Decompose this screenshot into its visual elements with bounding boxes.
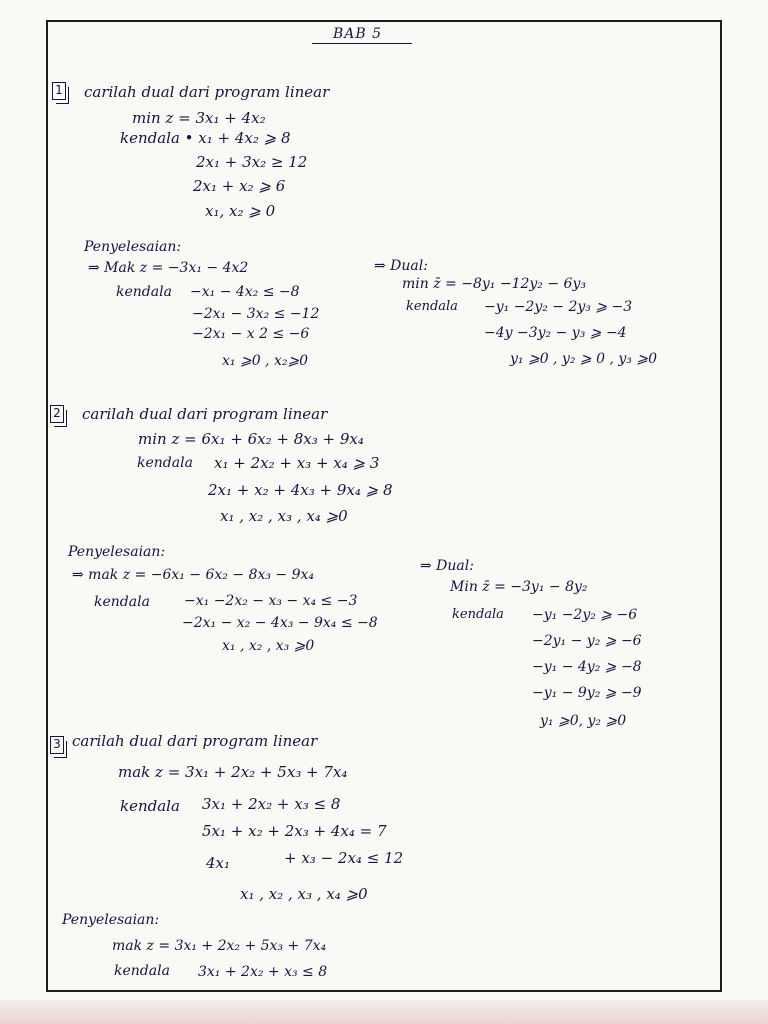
p3-constraint-2: 5x₁ + x₂ + 2x₃ + 4x₄ = 7 — [202, 822, 387, 840]
p2-dual-constraint-1: −y₁ −2y₂ ⩾ −6 — [532, 607, 638, 623]
problem-1-heading: carilah dual dari program linear — [84, 83, 330, 101]
page-bottom-edge — [0, 1000, 768, 1024]
p3-constraint-1: 3x₁ + 2x₂ + x₃ ≤ 8 — [202, 795, 341, 813]
p3-constraint-3-left: 4x₁ — [206, 854, 231, 872]
p1-constraint-2: 2x₁ + 3x₂ ≥ 12 — [196, 153, 308, 171]
p2-max-constraint-1: −x₁ −2x₂ − x₃ − x₄ ≤ −3 — [184, 593, 358, 609]
p2-dual-nonneg: y₁ ⩾0, y₂ ⩾0 — [540, 713, 627, 729]
p1-dual-kendala-label: kendala — [406, 299, 458, 314]
p1-solution-label: Penyelesaian: — [84, 239, 182, 255]
p1-dual-label: ⇒ Dual: — [374, 258, 428, 274]
p1-nonneg: x₁, x₂ ⩾ 0 — [205, 202, 276, 220]
p1-max-constraint-1: −x₁ − 4x₂ ≤ −8 — [190, 284, 300, 300]
p2-kendala-label: kendala — [137, 455, 193, 471]
p2-max-objective: ⇒ mak z = −6x₁ − 6x₂ − 8x₃ − 9x₄ — [72, 567, 315, 583]
p2-max-constraint-2: −2x₁ − x₂ − 4x₃ − 9x₄ ≤ −8 — [182, 615, 378, 631]
p2-dual-kendala-label: kendala — [452, 607, 504, 622]
p1-max-nonneg: x₁ ⩾0 , x₂⩾0 — [222, 353, 309, 369]
p1-dual-constraint-1: −y₁ −2y₂ − 2y₃ ⩾ −3 — [484, 299, 633, 315]
p2-dual-label: ⇒ Dual: — [420, 558, 474, 574]
p1-constraint-1: kendala • x₁ + 4x₂ ⩾ 8 — [120, 129, 291, 147]
p3-objective: mak z = 3x₁ + 2x₂ + 5x₃ + 7x₄ — [118, 763, 348, 781]
p2-constraint-2: 2x₁ + x₂ + 4x₃ + 9x₄ ⩾ 8 — [208, 481, 393, 499]
p3-solution-label: Penyelesaian: — [62, 912, 160, 928]
problem-3-heading: carilah dual dari program linear — [72, 732, 318, 750]
problem-1-number: 1 — [52, 82, 66, 100]
problem-2-heading: carilah dual dari program linear — [82, 405, 328, 423]
title-underline — [312, 43, 412, 44]
p2-dual-constraint-2: −2y₁ − y₂ ⩾ −6 — [532, 633, 642, 649]
p1-dual-nonneg: y₁ ⩾0 , y₂ ⩾ 0 , y₃ ⩾0 — [510, 351, 657, 367]
p1-kendala-label: kendala — [116, 284, 172, 300]
p1-max-constraint-3: −2x₁ − x 2 ≤ −6 — [192, 326, 310, 342]
p1-max-objective: ⇒ Mak z = −3x₁ − 4x2 — [88, 260, 249, 276]
p2-dual-objective: Min z̄ = −3y₁ − 8y₂ — [450, 579, 588, 595]
p1-objective: min z = 3x₁ + 4x₂ — [132, 109, 266, 127]
p2-dual-constraint-3: −y₁ − 4y₂ ⩾ −8 — [532, 659, 642, 675]
p3-constraint-3-right: + x₃ − 2x₄ ≤ 12 — [284, 849, 404, 867]
p1-max-constraint-2: −2x₁ − 3x₂ ≤ −12 — [192, 306, 320, 322]
p1-constraint-3: 2x₁ + x₂ ⩾ 6 — [193, 177, 286, 195]
p2-constraint-1: x₁ + 2x₂ + x₃ + x₄ ⩾ 3 — [214, 454, 380, 472]
p2-solution-label: Penyelesaian: — [68, 544, 166, 560]
p2-kendala-label-2: kendala — [94, 594, 150, 610]
p3-max-kendala-label: kendala — [114, 963, 170, 979]
p3-nonneg: x₁ , x₂ , x₃ , x₄ ⩾0 — [240, 885, 368, 903]
p3-max-constraint-1: 3x₁ + 2x₂ + x₃ ≤ 8 — [198, 964, 328, 980]
page-title: BAB 5 — [333, 26, 383, 42]
p2-dual-constraint-4: −y₁ − 9y₂ ⩾ −9 — [532, 685, 642, 701]
p1-dual-constraint-2: −4y −3y₂ − y₃ ⩾ −4 — [484, 325, 627, 341]
p3-max-objective: mak z = 3x₁ + 2x₂ + 5x₃ + 7x₄ — [112, 938, 327, 954]
page-border — [46, 20, 722, 992]
p1-dual-objective: min z̄ = −8y₁ −12y₂ − 6y₃ — [402, 276, 586, 292]
problem-2-number: 2 — [50, 405, 64, 423]
p2-objective: min z = 6x₁ + 6x₂ + 8x₃ + 9x₄ — [138, 430, 364, 448]
p3-kendala-label: kendala — [120, 797, 180, 815]
p2-nonneg: x₁ , x₂ , x₃ , x₄ ⩾0 — [220, 507, 348, 525]
problem-3-number: 3 — [50, 736, 64, 754]
p2-max-nonneg: x₁ , x₂ , x₃ ⩾0 — [222, 638, 315, 654]
